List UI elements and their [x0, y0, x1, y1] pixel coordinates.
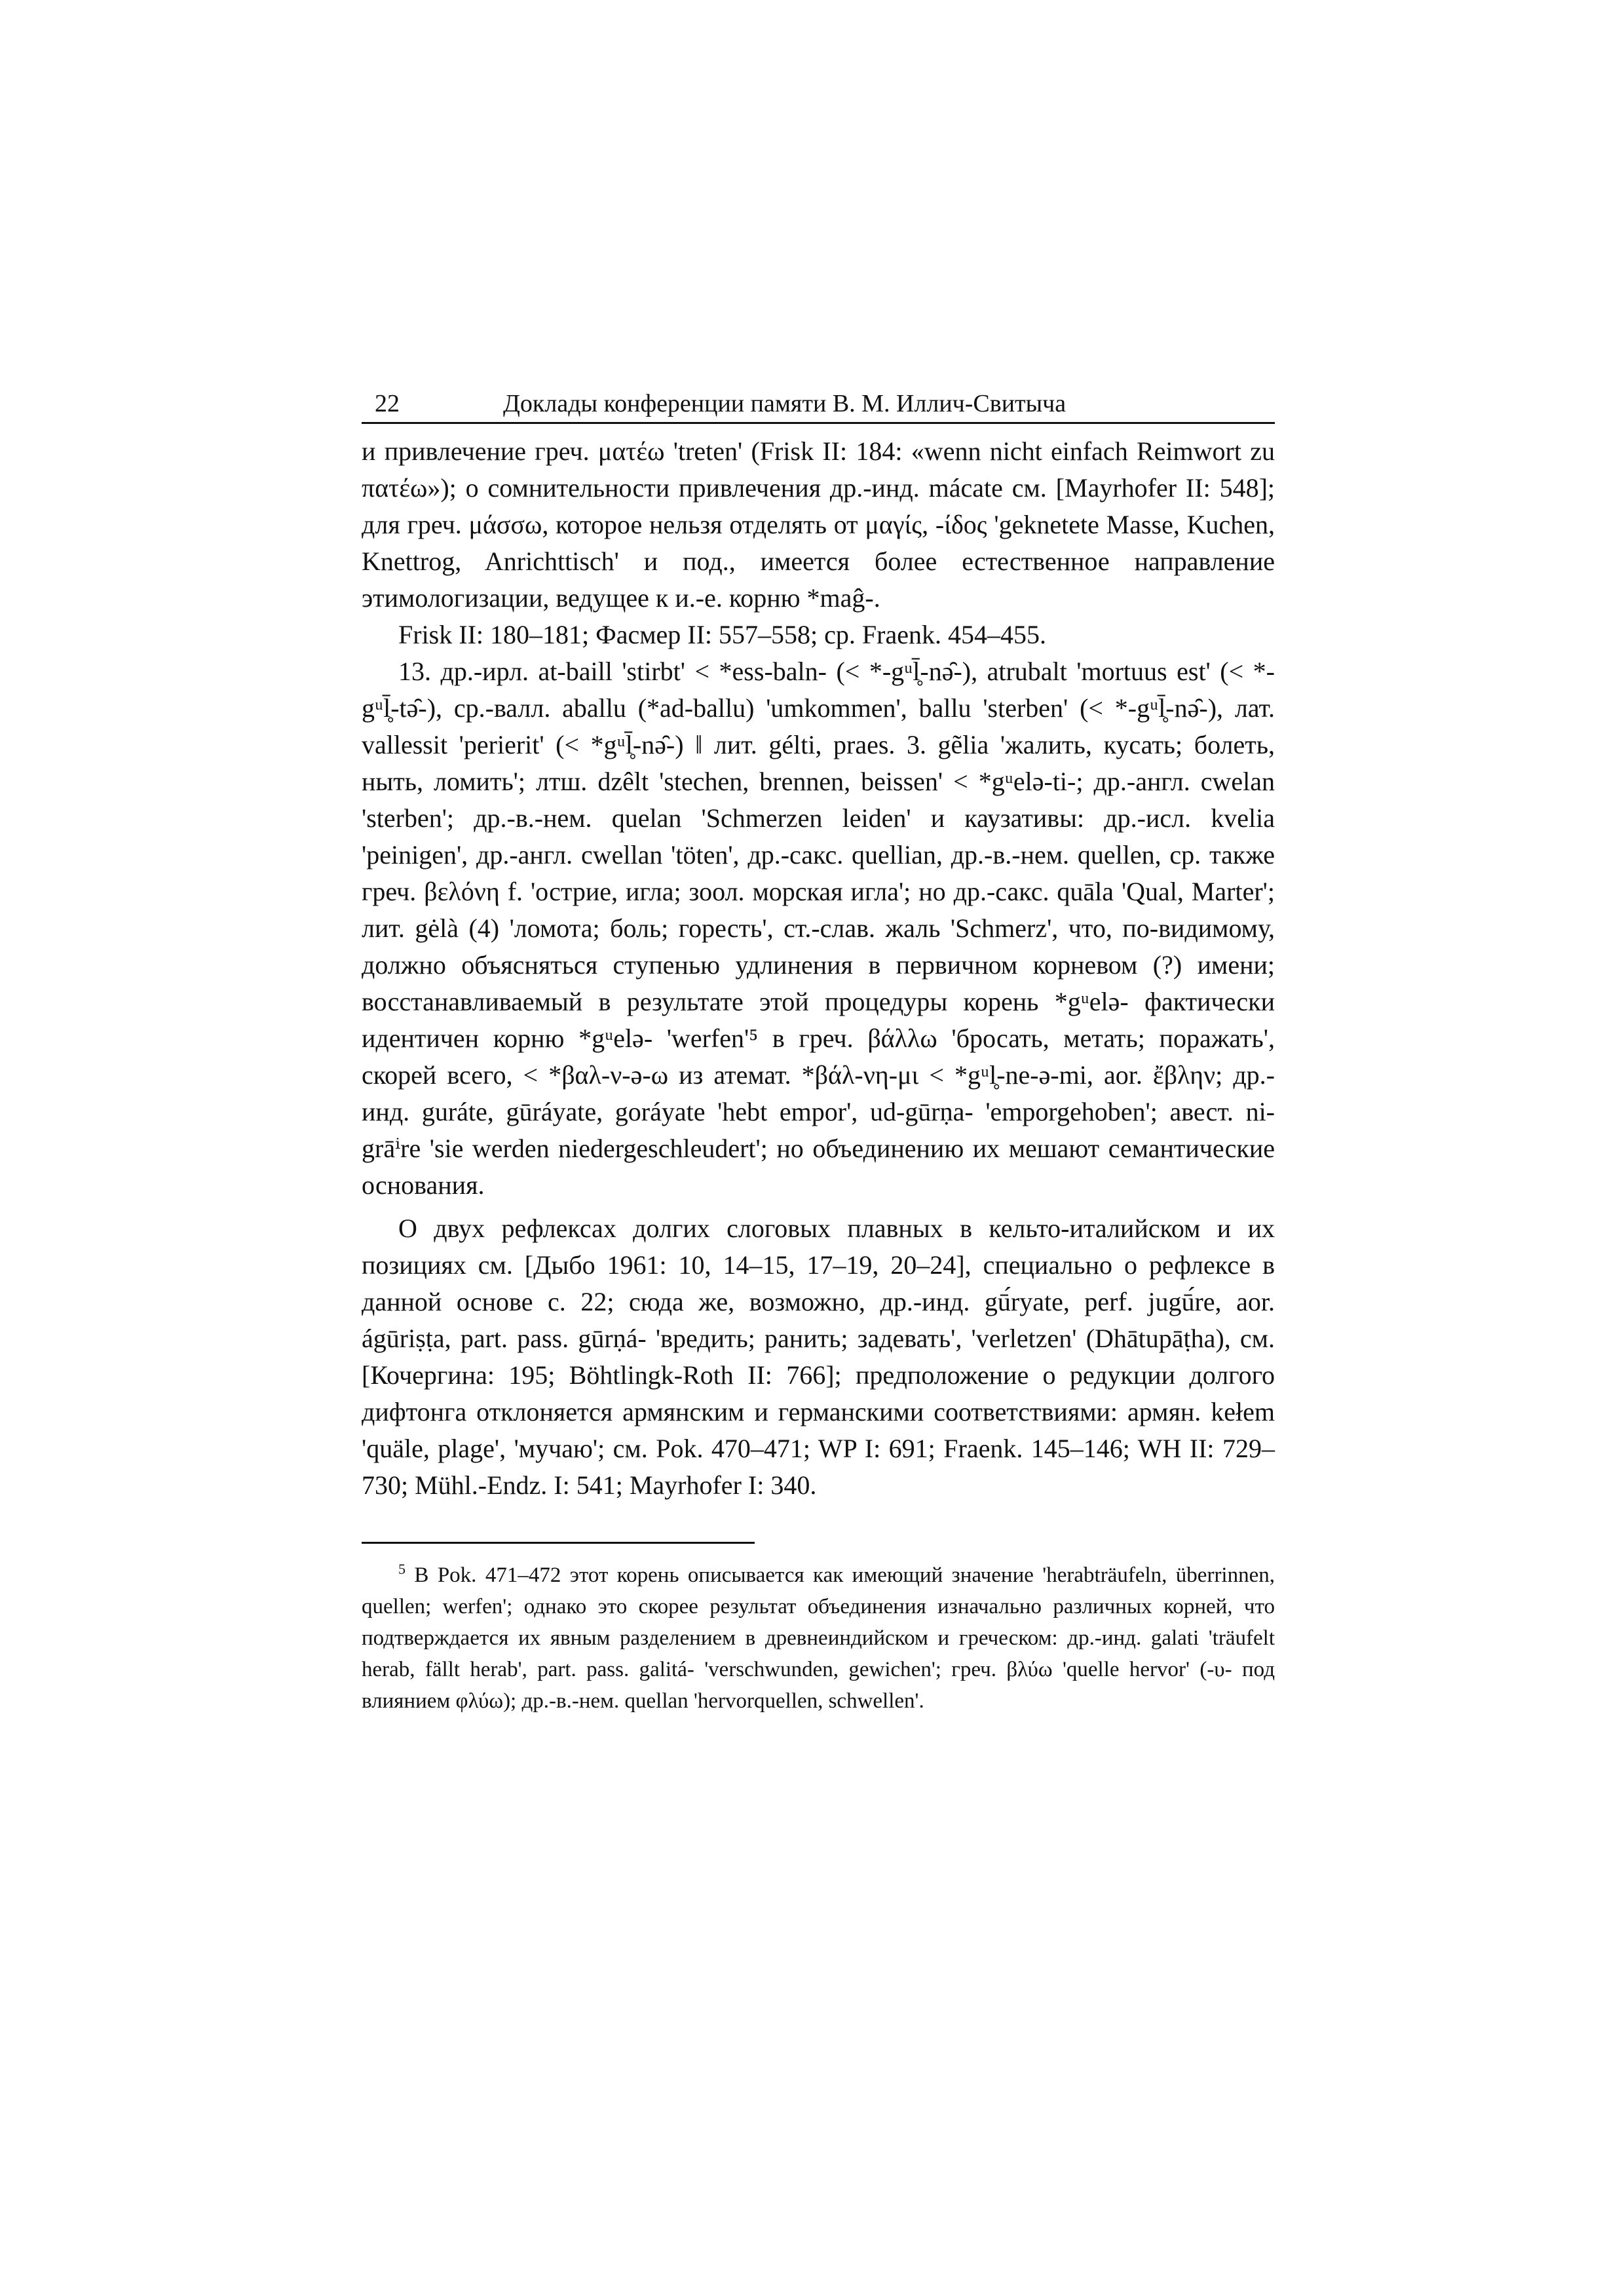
running-head — [362, 385, 1275, 424]
paragraph-3-entry-13: 13. др.-ирл. at-baill 'stirbt' < *ess-baln- (< *-gᵘl̥̄-nə̑-), atrubalt 'mortuus est' (< *-gᵘl̥̄-tə̑-), ср.-валл. aballu (*ad-ballu) 'umkommen', ballu 'sterben' (< *-gᵘl̥̄-nə̑-), лат. vallessit 'perierit' (< *gᵘl̥̄-nə̑-) ‖ лит. gélti, praes. 3. gẽlia 'жалить, кусать; болеть, ныть, ломить'; лтш. dzêlt 'stechen, brennen, beissen' < *gᵘelə-ti-; др.-англ. cwelan 'sterben'; др.-в.-нем. quelan 'Schmerzen leiden' и каузативы: др.-исл. kvelia 'peinigen', др.-англ. cwellan 'töten', др.-сакс. quellian, др.-в.-нем. quellen, ср. также греч. βελόνη f. 'острие, игла; зоол. морская игла'; но др.-сакс. quāla 'Qual, Marter'; лит. gėlà (4) 'ломота; боль; горесть', ст.-слав. жаль 'Schmerz', что, по-видимому, должно объясняться ступенью удлинения в первичном корневом (?) имени; восстанавливаемый в результате этой процедуры корень *gᵘelə- фактически идентичен корню *gᵘelə- 'werfen'⁵ в греч. βάλλω 'бросать, метать; поражать', скорей всего, < *βαλ-ν-ə-ω из атемат. *βάλ-νη-μι < *gᵘl̥-ne-ə-mi, aor. ἔβλην; др.-инд. guráte, gūráyate, goráyate 'hebt empor', ud-gūrṇa- 'emporgehoben'; авест. ni-grāⁱre 'sie werden niedergeschleudert'; но объединению их мешают семантические основания. — [362, 657, 1275, 1200]
header-title: Доклады конференции памяти В. М. Иллич-Свитыча — [503, 390, 1067, 417]
footnote-text: В Pok. 471–472 этот корень описывается как имеющий значение 'herabträufeln, überrinnen, quellen; werfen'; однако это скорее результат объединения изначально различных корней, что подтверждается их явным разделением в древнеиндийском и греческом: др.-инд. galati 'träufelt herab, fällt herab', part. pass. galitá- 'verschwunden, gewichen'; греч. βλύω 'quelle hervor' (-υ- под влиянием φλύω); др.-в.-нем. quellan 'hervorquellen, schwellen'. — [362, 1563, 1275, 1713]
footnote-marker: 5 — [398, 1561, 406, 1577]
footnote-5 — [362, 1559, 1275, 1717]
body-text — [362, 433, 1275, 1504]
footnote-divider — [362, 1542, 755, 1544]
page — [362, 385, 1275, 1738]
page-number: 22 — [375, 390, 400, 417]
paragraph-4: О двух рефлексах долгих слоговых плавных в кельто-италийском и их позициях см. [Дыбо 1961: 10, 14–15, 17–19, 20–24], специально о рефлексе в данной основе с. 22; сюда же, возможно, др.-инд. gū́ryate, perf. jugū́re, aor. ágūriṣṭa, part. pass. gūrṇá- 'вредить; ранить; задевать', 'verletzen' (Dhātupāṭha), см. [Кочергина: 195; Böhtlingk-Roth II: 766]; предположение о редукции долгого дифтонга отклоняется армянским и германскими соответствиями: армян. kełem 'quäle, plage', 'мучаю'; см. Pok. 470–471; WP I: 691; Fraenk. 145–146; WH II: 729–730; Mühl.-Endz. I: 541; Mayrhofer I: 340. — [362, 1214, 1275, 1500]
paragraph-1: и привлечение греч. ματέω 'treten' (Frisk II: 184: «wenn nicht einfach Reimwort zu πατέω»); о сомнительности привлечения др.-инд. mácate см. [Mayrhofer II: 548]; для греч. μάσσω, которое нельзя отделять от μαγίς, -ίδος 'geknetete Masse, Kuchen, Knettrog, Anrichttisch' и под., имеется более естественное направление этимологизации, ведущее к и.-е. корню *maĝ-. — [362, 436, 1275, 613]
paragraph-2-references: Frisk II: 180–181; Фасмер II: 557–558; ср. Fraenk. 454–455. — [398, 620, 1046, 649]
